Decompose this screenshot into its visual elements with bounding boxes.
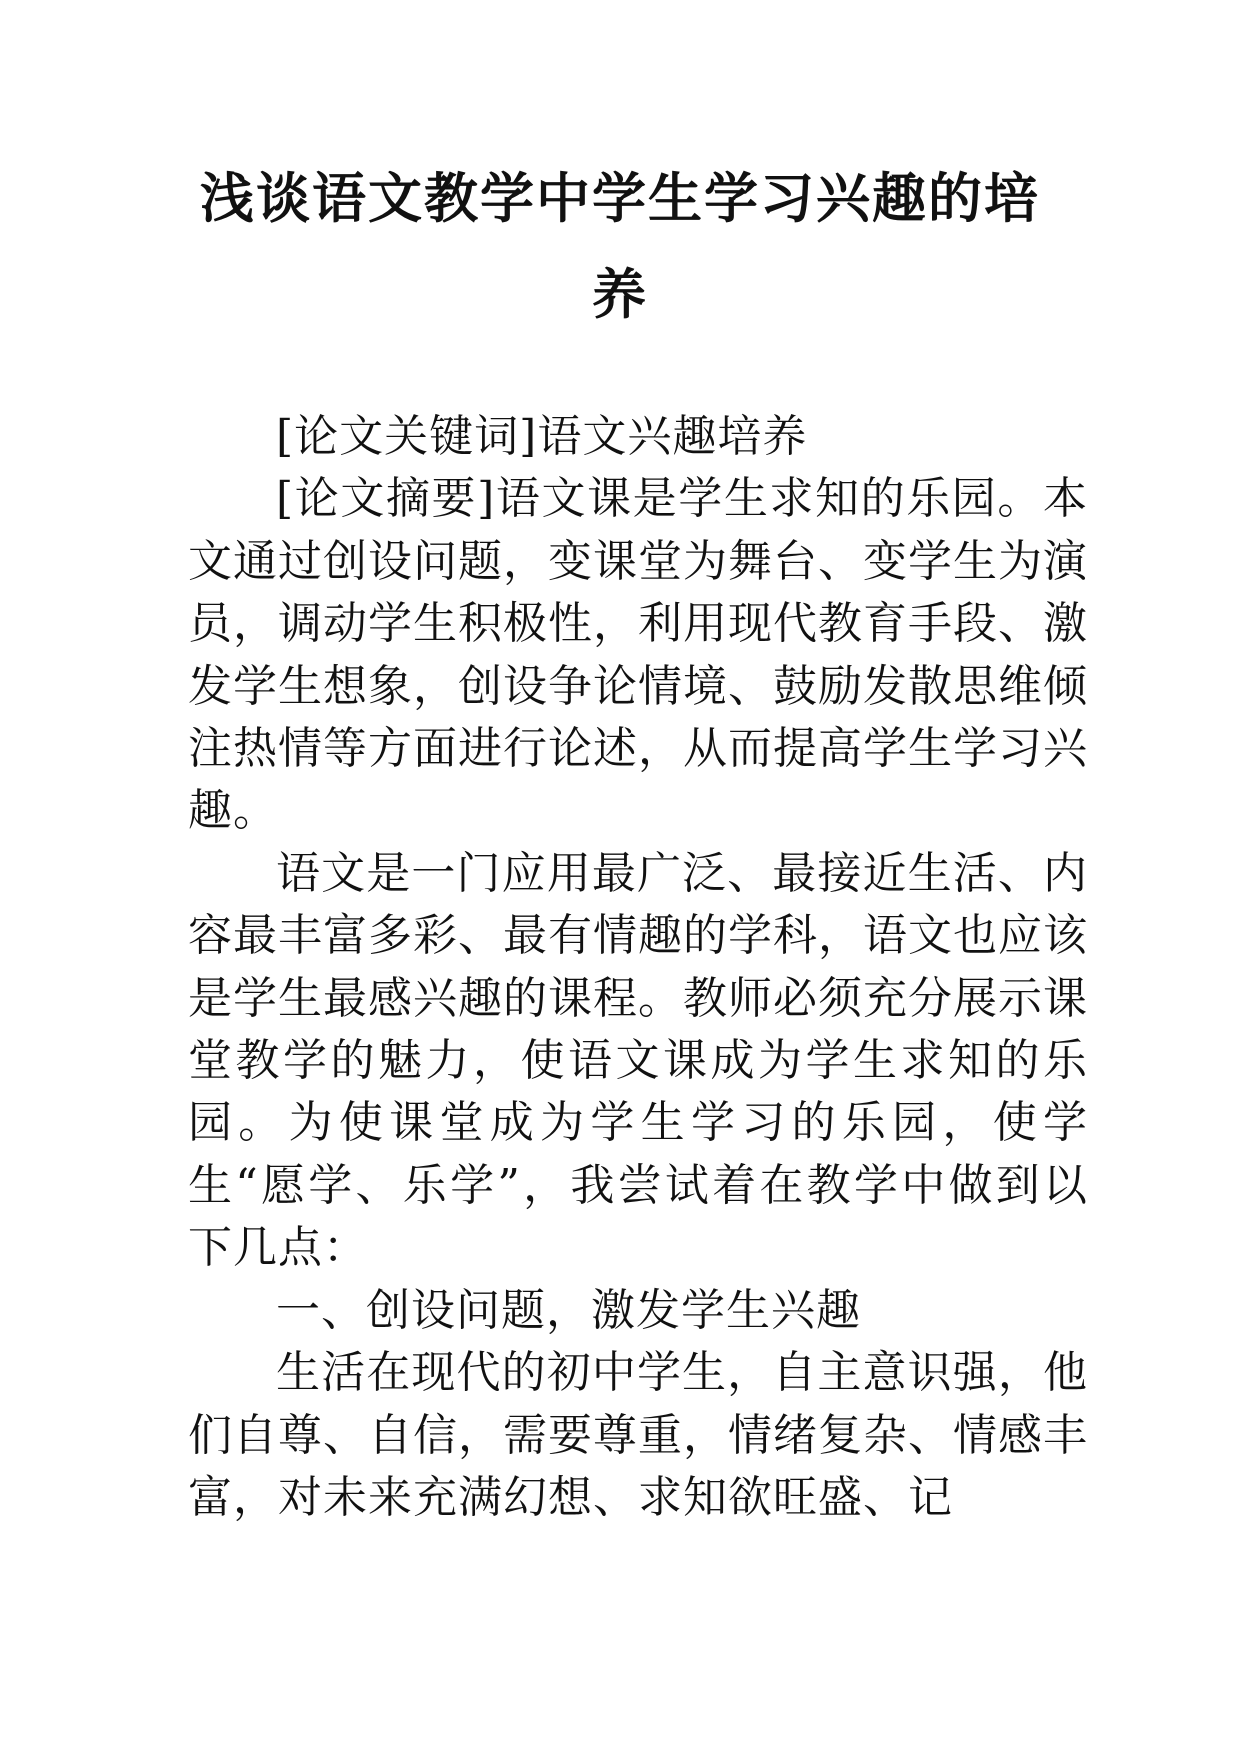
intro-paragraph: 语文是一门应用最广泛、最接近生活、内容最丰富多彩、最有情趣的学科，语文也应该是学生最感兴趣的课程。教师必须充分展示课堂教学的魅力，使语文课成为学生求知的乐园。为使课堂成为学生学习的乐园，使学生“愿学、乐学”，我尝试着在教学中做到以下几点： bbox=[188, 847, 1088, 1274]
keywords-paragraph: [论文关键词]语文兴趣培养 bbox=[276, 411, 808, 462]
section-heading: 一、创设问题，激发学生兴趣 bbox=[276, 1284, 861, 1336]
document-body bbox=[188, 406, 1088, 1529]
abstract-paragraph: [论文摘要]语文课是学生求知的乐园。本文通过创设问题，变课堂为舞台、变学生为演员，调动学生积极性，利用现代教育手段、激发学生想象，创设争论情境、鼓励发散思维倾注热情等方面进行论述，从而提高学生学习兴趣。 bbox=[188, 473, 1088, 837]
body-paragraph: 生活在现代的初中学生，自主意识强，他们自尊、自信，需要尊重，情绪复杂、情感丰富，对未来充满幻想、求知欲旺盛、记 bbox=[188, 1347, 1088, 1523]
document-title: 浅谈语文教学中学生学习兴趣的培养 bbox=[200, 166, 1040, 326]
